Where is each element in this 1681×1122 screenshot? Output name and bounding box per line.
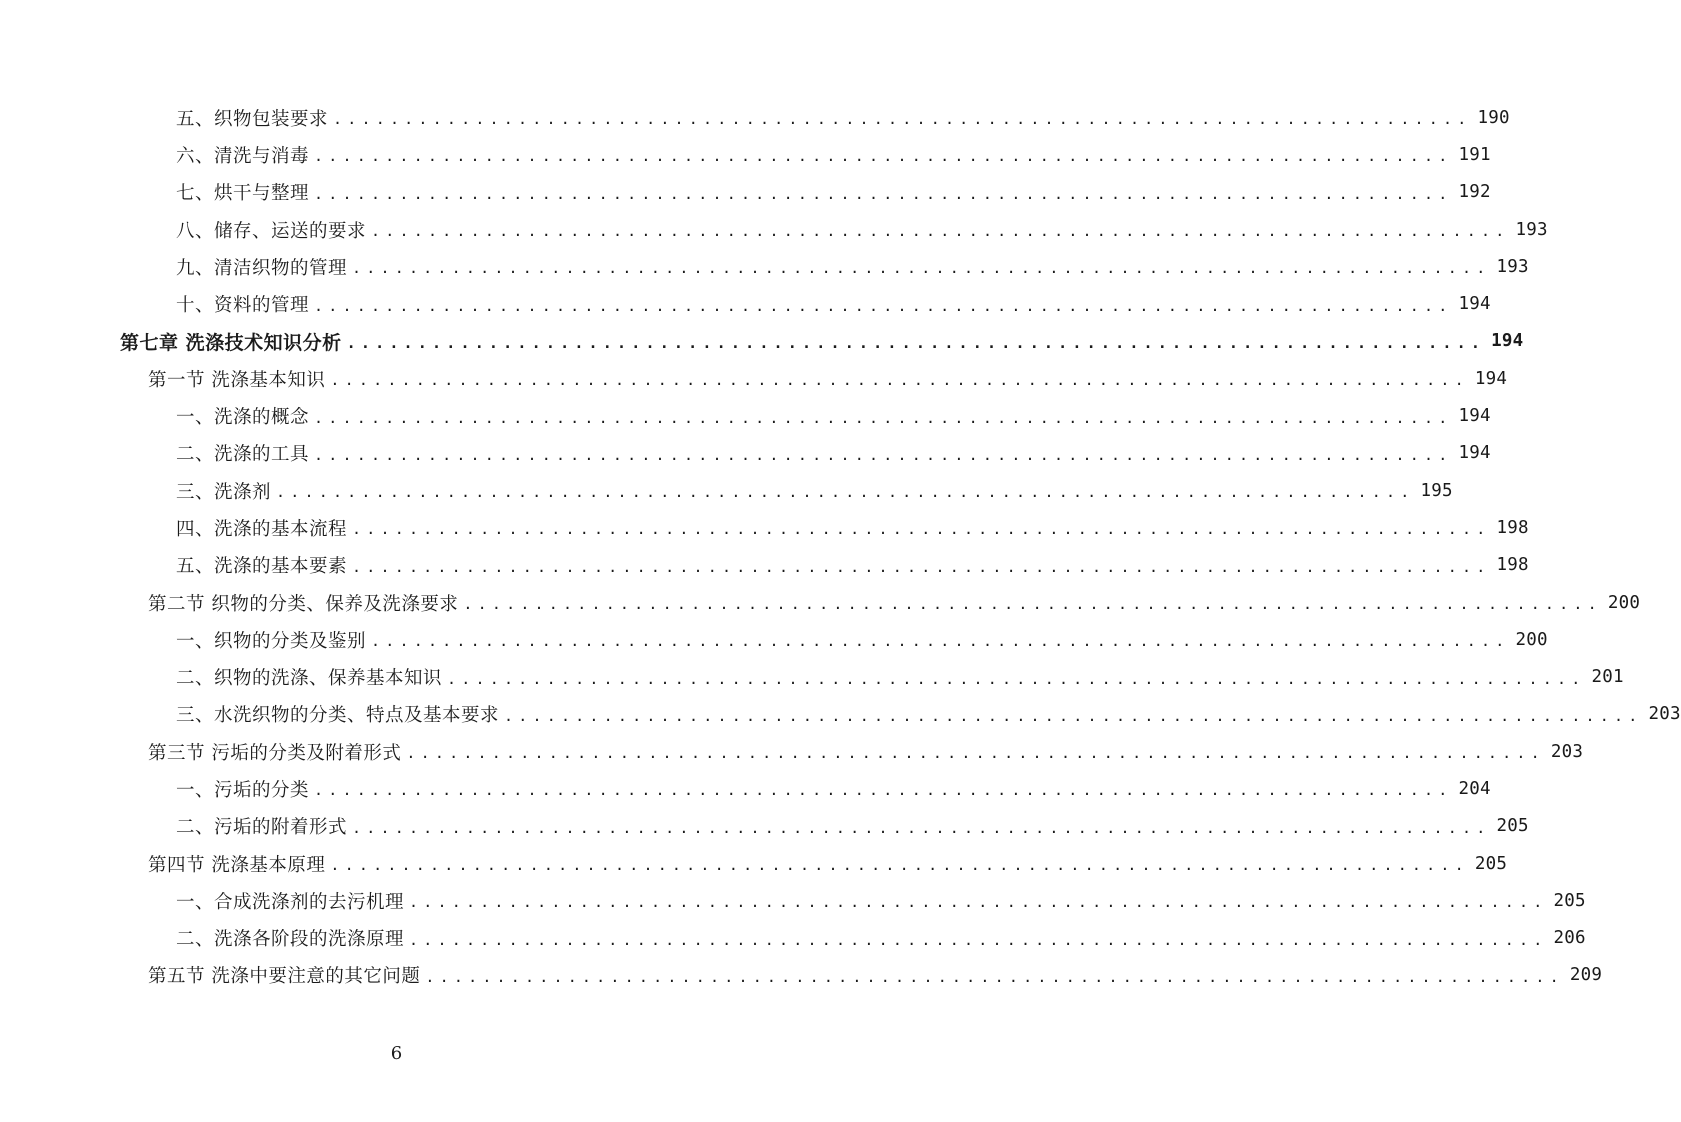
toc-entry[interactable]	[0, 696, 1681, 733]
toc-entry-title: 五、洗涤的基本要素	[176, 556, 348, 578]
toc-entry-page: 205	[1553, 890, 1586, 911]
dot-leader: ................................................................................	[333, 110, 1472, 129]
toc-entry-title: 二、洗涤的工具	[176, 444, 310, 466]
toc-entry-title: 三、洗涤剂	[176, 481, 272, 503]
toc-entry-title: 十、资料的管理	[176, 295, 310, 317]
toc-entry-title: 七、烘干与整理	[176, 183, 310, 205]
toc-entry[interactable]	[0, 920, 1586, 957]
dot-leader: ................................................................................	[352, 259, 1491, 278]
dot-leader: ................................................................................	[371, 222, 1510, 241]
toc-entry-title: 二、污垢的附着形式	[176, 817, 348, 839]
toc-entry-title: 第四节 洗涤基本原理	[148, 854, 326, 876]
toc-entry[interactable]	[0, 882, 1586, 919]
toc-entry-title: 二、洗涤各阶段的洗涤原理	[176, 929, 405, 951]
toc-chapter-entry[interactable]	[0, 323, 1524, 360]
dot-leader: ................................................................................	[352, 520, 1491, 539]
toc-entry-title: 一、洗涤的概念	[176, 407, 310, 429]
toc-entry-page: 209	[1569, 965, 1603, 986]
toc-entry-title: 九、清洁织物的管理	[176, 257, 348, 279]
dot-leader: ................................................................................	[314, 781, 1453, 800]
dot-leader: ................................................................................	[330, 371, 1469, 390]
toc-entry-title: 一、污垢的分类	[176, 779, 310, 801]
dot-leader: ................................................................................	[371, 632, 1510, 651]
toc-entry-page: 192	[1458, 182, 1491, 203]
toc-entry-page: 194	[1458, 294, 1491, 315]
toc-entry[interactable]	[0, 621, 1548, 658]
toc-entry-page: 203	[1550, 741, 1584, 762]
dot-leader: ................................................................................	[314, 184, 1453, 203]
toc-entry-page: 205	[1496, 816, 1529, 837]
toc-entry-title: 第三节 污垢的分类及附着形式	[148, 742, 402, 764]
toc-entry-title: 第五节 洗涤中要注意的其它问题	[148, 966, 421, 988]
toc-entry-title: 第七章 洗涤技术知识分析	[120, 331, 342, 354]
dot-leader: ................................................................................	[447, 669, 1586, 688]
toc-section-entry[interactable]	[0, 845, 1508, 882]
toc-entry-page: 194	[1458, 443, 1491, 464]
toc-entry-title: 二、织物的洗涤、保养基本知识	[176, 668, 443, 690]
dot-leader: ................................................................................	[330, 856, 1469, 875]
toc-entry-page: 198	[1496, 517, 1529, 538]
toc-entry[interactable]	[0, 136, 1491, 173]
toc-entry-page: 205	[1474, 853, 1508, 874]
toc-section-entry[interactable]	[0, 733, 1584, 770]
toc-entry[interactable]	[0, 770, 1491, 807]
toc-entry-title: 五、织物包装要求	[176, 108, 329, 130]
toc-entry-page: 195	[1420, 480, 1453, 501]
dot-leader: ................................................................................	[314, 147, 1453, 166]
dot-leader: ................................................................................	[314, 408, 1453, 427]
toc-entry[interactable]	[0, 435, 1491, 472]
toc-section-entry[interactable]	[0, 584, 1641, 621]
toc-entry-title: 四、洗涤的基本流程	[176, 518, 348, 540]
toc-entry-page: 198	[1496, 555, 1529, 576]
toc-entry-page: 194	[1458, 406, 1491, 427]
dot-leader: ................................................................................	[276, 483, 1415, 502]
toc-section-entry[interactable]	[0, 360, 1508, 397]
toc-entry-title: 第一节 洗涤基本知识	[148, 369, 326, 391]
toc-entry-page: 200	[1515, 629, 1548, 650]
toc-entry-page: 191	[1458, 144, 1491, 165]
dot-leader: ................................................................................	[409, 930, 1548, 949]
dot-leader: ................................................................................	[314, 445, 1453, 464]
table-of-contents	[0, 99, 1681, 994]
dot-leader: ................................................................................	[346, 333, 1486, 352]
toc-entry[interactable]	[0, 808, 1529, 845]
toc-section-entry[interactable]	[0, 957, 1603, 994]
dot-leader: ................................................................................	[406, 744, 1545, 763]
toc-entry[interactable]	[0, 248, 1529, 285]
toc-entry[interactable]	[0, 99, 1510, 136]
dot-leader: ................................................................................	[409, 893, 1548, 912]
toc-entry[interactable]	[0, 509, 1529, 546]
dot-leader: ................................................................................	[504, 706, 1643, 725]
toc-entry-title: 六、清洗与消毒	[176, 145, 310, 167]
toc-entry-title: 一、织物的分类及鉴别	[176, 630, 367, 652]
toc-entry[interactable]	[0, 658, 1624, 695]
toc-entry-page: 193	[1496, 256, 1529, 277]
toc-entry-page: 193	[1515, 219, 1548, 240]
toc-entry[interactable]	[0, 285, 1491, 322]
toc-entry-page: 206	[1553, 928, 1586, 949]
dot-leader: ................................................................................	[314, 296, 1453, 315]
toc-entry[interactable]	[0, 472, 1453, 509]
toc-entry-title: 三、水洗织物的分类、特点及基本要求	[176, 705, 500, 727]
toc-entry-page: 200	[1607, 592, 1641, 613]
dot-leader: ................................................................................	[352, 818, 1491, 837]
page-number: 6	[390, 1043, 403, 1064]
toc-entry-page: 194	[1491, 331, 1524, 352]
dot-leader: ................................................................................	[352, 557, 1491, 576]
toc-entry-page: 204	[1458, 778, 1491, 799]
toc-entry-title: 八、储存、运送的要求	[176, 220, 367, 242]
toc-entry[interactable]	[0, 174, 1491, 211]
toc-entry-title: 第二节 织物的分类、保养及洗涤要求	[148, 593, 459, 615]
toc-entry[interactable]	[0, 397, 1491, 434]
toc-entry-page: 201	[1591, 667, 1624, 688]
toc-entry-page: 190	[1477, 107, 1510, 128]
toc-entry[interactable]	[0, 547, 1529, 584]
toc-entry-page: 203	[1648, 704, 1681, 725]
dot-leader: ................................................................................	[425, 967, 1564, 986]
toc-entry[interactable]	[0, 211, 1548, 248]
toc-entry-title: 一、合成洗涤剂的去污机理	[176, 891, 405, 913]
toc-entry-page: 194	[1474, 368, 1508, 389]
dot-leader: ................................................................................	[463, 595, 1602, 613]
